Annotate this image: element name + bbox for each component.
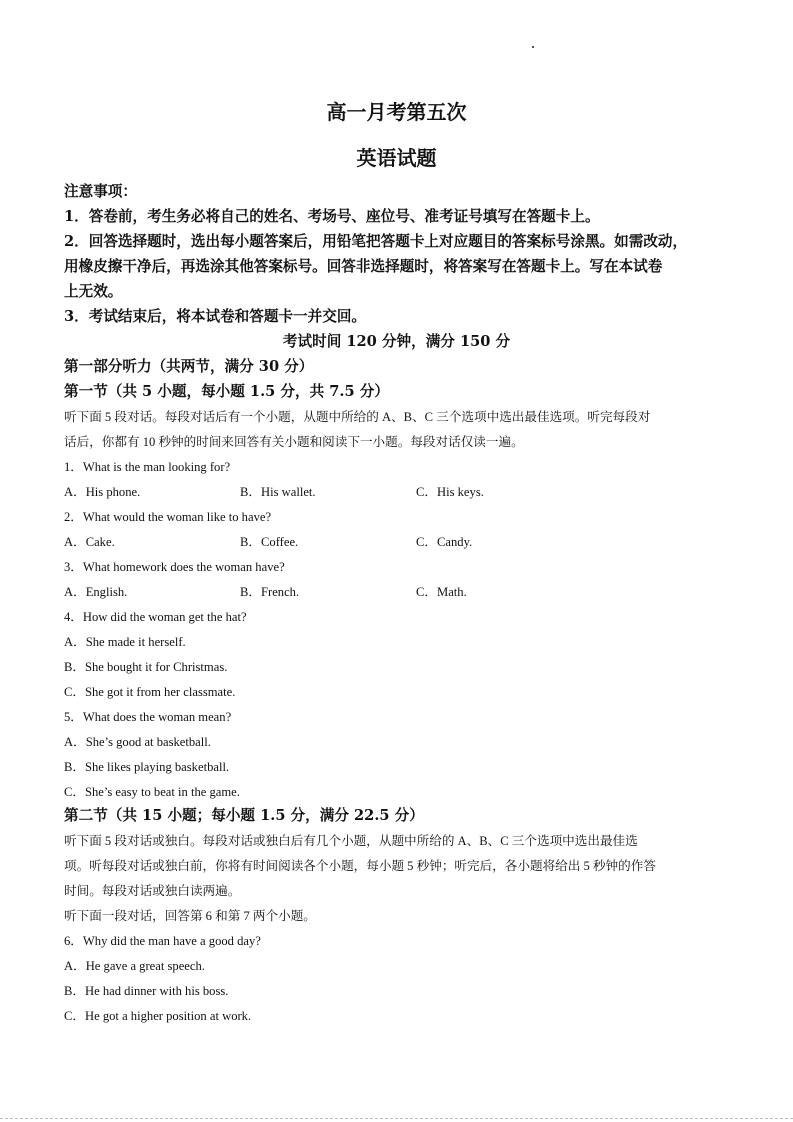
section1-instructions-line-1: 听下面 5 段对话。每段对话后有一个小题，从题中所给的 A、B、C 三个选项中选出最佳选项。听完每段对 (64, 410, 651, 424)
notice-item-2-line-2: 用橡皮擦干净后，再选涂其他答案标号。回答非选择题时，将答案写在答题卡上。写在本试卷 (64, 258, 663, 275)
section2-instructions-line-2: 项。听每段对话或独白前，你将有时间阅读各个小题，每小题 5 秒钟；听完后，各小题将给出 5 秒钟的作答 (64, 859, 656, 873)
question-5-option-b: B．She likes playing basketball. (64, 760, 230, 774)
question-4-option-b: B．She bought it for Christmas. (64, 660, 228, 674)
section1-heading: 第一节（共 5 小题，每小题 1.5 分，共 7.5 分） (64, 383, 389, 400)
question-4-stem: 4．How did the woman get the hat? (64, 610, 247, 624)
question-2-option-b: B．Coffee. (240, 535, 299, 549)
question-3-stem: 3．What homework does the woman have? (64, 560, 285, 574)
question-5-option-c: C．She’s easy to beat in the game. (64, 785, 240, 799)
notice-heading: 注意事项： (64, 183, 137, 200)
section2-heading: 第二节（共 15 小题；每小题 1.5 分，满分 22.5 分） (64, 807, 424, 824)
question-2-stem: 2．What would the woman like to have? (64, 510, 272, 524)
question-3-option-a: A．English. (64, 585, 128, 599)
question-2-options (64, 531, 664, 550)
question-5-stem: 5．What does the woman mean? (64, 710, 232, 724)
scan-dot (532, 46, 534, 48)
question-1-option-a: A．His phone. (64, 485, 141, 499)
question-2-option-c: C．Candy. (416, 535, 473, 549)
exam-info: 考试时间 120 分钟，满分 150 分 (282, 333, 511, 350)
page-bottom-rule (0, 1118, 793, 1119)
question-3-option-b: B．French. (240, 585, 300, 599)
notice-item-1: 1．答卷前，考生务必将自己的姓名、考场号、座位号、准考证号填写在答题卡上。 (64, 208, 600, 225)
section1-instructions-line-2: 话后，你都有 10 秒钟的时间来回答有关小题和阅读下一小题。每段对话仅读一遍。 (64, 435, 524, 449)
notice-item-3: 3．考试结束后，将本试卷和答题卡一并交回。 (64, 308, 367, 325)
section2-instructions-line-3: 时间。每段对话或独白读两遍。 (64, 884, 241, 898)
page-subtitle: 英语试题 (356, 146, 437, 170)
group-1-instructions: 听下面一段对话，回答第 6 和第 7 两个小题。 (64, 909, 316, 923)
question-1-option-c: C．His keys. (416, 485, 484, 499)
notice-item-2-line-3: 上无效。 (64, 283, 123, 300)
question-6-option-b: B．He had dinner with his boss. (64, 984, 229, 998)
question-3-options (64, 581, 664, 600)
question-4-option-c: C．She got it from her classmate. (64, 685, 236, 699)
question-2-option-a: A．Cake. (64, 535, 115, 549)
question-1-option-b: B．His wallet. (240, 485, 316, 499)
question-4-option-a: A．She made it herself. (64, 635, 186, 649)
part1-heading: 第一部分听力（共两节，满分 30 分） (64, 358, 314, 375)
page-title: 高一月考第五次 (326, 100, 467, 124)
section2-instructions-line-1: 听下面 5 段对话或独白。每段对话或独白后有几个小题，从题中所给的 A、B、C 三个选项中选出最佳选 (64, 834, 638, 848)
question-3-option-c: C．Math. (416, 585, 467, 599)
question-6-option-a: A．He gave a great speech. (64, 959, 205, 973)
notice-item-2-line-1: 2．回答选择题时，选出每小题答案后，用铅笔把答题卡上对应题目的答案标号涂黑。如需改动， (64, 233, 688, 250)
question-6-option-c: C．He got a higher position at work. (64, 1009, 252, 1023)
question-1-stem: 1．What is the man looking for? (64, 460, 231, 474)
question-5-option-a: A．She’s good at basketball. (64, 735, 211, 749)
question-6-stem: 6．Why did the man have a good day? (64, 934, 261, 948)
question-1-options (64, 481, 664, 500)
